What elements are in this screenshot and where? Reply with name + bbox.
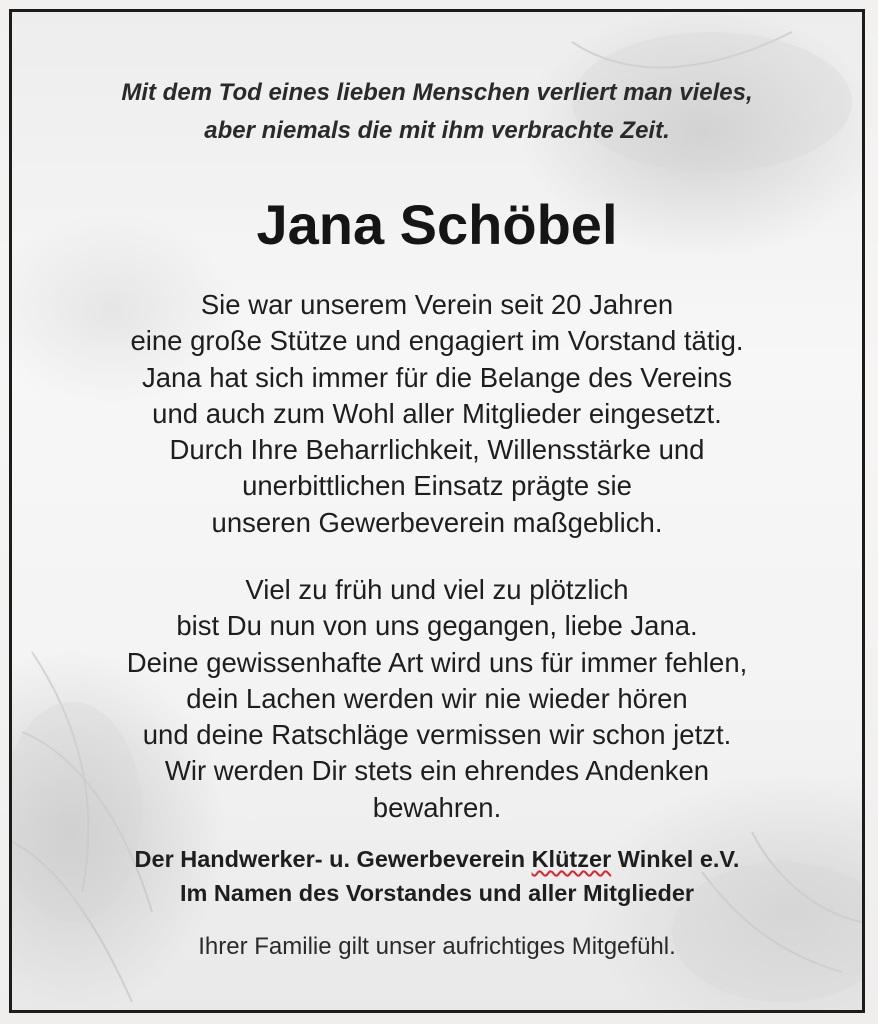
paragraph-line: unerbittlichen Einsatz prägte sie (242, 470, 632, 502)
paragraph-line: Deine gewissenhafte Art wird uns für immer fehlen, (126, 646, 748, 678)
paragraph-line: dein Lachen werden wir nie wieder hören (186, 682, 688, 714)
paragraph-line: und auch zum Wohl aller Mitglieder eingesetzt. (152, 397, 722, 429)
paragraph-line: Jana hat sich immer für die Belange des Vereins (141, 361, 733, 393)
paragraph-line: unseren Gewerbeverein maßgeblich. (211, 506, 663, 538)
spellcheck-flagged-word[interactable]: Klützer (531, 846, 612, 872)
quote-line: Mit dem Tod eines lieben Menschen verliert man vieles, (121, 79, 753, 106)
paragraph-line: Sie war unserem Verein seit 20 Jahren (200, 289, 674, 320)
tribute-paragraph-2 (12, 572, 862, 826)
signature-subline: Im Namen des Vorstandes und aller Mitglieder (179, 880, 695, 906)
paragraph-line: eine große Stütze und engagiert im Vorstand tätig. (130, 325, 744, 357)
paragraph-line: Wir werden Dir stets ein ehrendes Andenken (164, 755, 710, 787)
paragraph-line: Viel zu früh und viel zu plötzlich (245, 574, 629, 605)
paragraph-line: bist Du nun von uns gegangen, liebe Jana. (176, 610, 698, 642)
paragraph-line: bewahren. (372, 791, 502, 823)
signature-block (12, 842, 862, 910)
paragraph-line: und deine Ratschläge vermissen wir schon jetzt. (142, 719, 732, 751)
obituary-card (9, 9, 865, 1013)
tribute-paragraph-1 (12, 287, 862, 541)
quote-line: aber niemals die mit ihm verbrachte Zeit. (204, 117, 670, 144)
organization-name (12, 842, 862, 876)
condolence-line: Ihrer Familie gilt unser aufrichtiges Mitgefühl. (198, 933, 676, 960)
organization-name-suffix: Winkel e.V. (611, 846, 740, 872)
deceased-name: Jana Schöbel (256, 193, 618, 256)
paragraph-line: Durch Ihre Beharrlichkeit, Willensstärke und (169, 434, 705, 466)
memorial-quote (12, 74, 862, 150)
organization-name-prefix: Der Handwerker- u. Gewerbeverein (134, 846, 532, 872)
